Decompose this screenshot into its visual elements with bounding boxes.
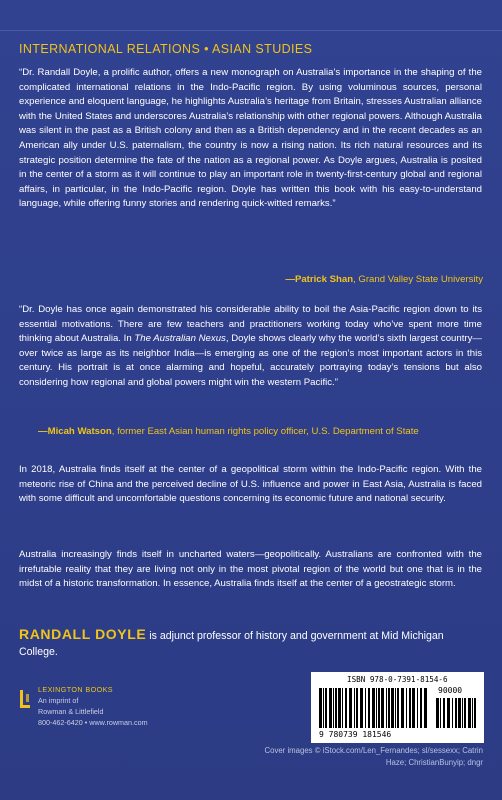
publisher-name: LEXINGTON BOOKS: [38, 685, 113, 694]
description-paragraph-1: In 2018, Australia finds itself at the center of a geopolitical storm within the Indo-Pacific region. With the meteoric rise of China and the perceived decline of U.S. influence and power in East Asia, Australia is faced with some difficult and uncomfortable questions concerning its economic future and national security.: [19, 464, 482, 505]
barcode-digits: 9 780739 181546: [319, 730, 392, 739]
category-label: INTERNATIONAL RELATIONS • ASIAN STUDIES: [19, 42, 313, 56]
book-title: The Australian Nexus: [134, 333, 226, 345]
review-attribution-2: [38, 426, 419, 437]
isbn-barcode: [311, 672, 484, 743]
publisher-logo-icon: [18, 688, 32, 712]
quote-text-part: “Dr. Doyle has once again demonstrated his considerable ability to boil the Asia-Pacific region down to its essential motivations. There are few teachers and practitioners working today who’ve spent more time thinking about Australia. In: [19, 304, 482, 345]
cover-image-credits: Cover images © iStock.com/Len_Fernandes; sl/sessexx; Catrin Haze; ChristianBunyip; dngr: [264, 746, 483, 767]
publisher-line: Rowman & Littlefield: [38, 707, 104, 716]
price-code-text: 90000: [438, 686, 463, 695]
top-divider: [0, 30, 502, 31]
reviewer-name: —Patrick Shan: [285, 274, 354, 285]
review-quote-1: “Dr. Randall Doyle, a prolific author, offers a new monograph on Australia’s importance in the shaping of the complicated international relations in the Indo-Pacific region. By using voluminous sources, personal experience and eloquent language, he highlights Australia’s heritage from Britain, stresses Australian alliance with the United States and underscores Australia’s relationship with other regional powers. Although Australia was silent in the past as a British colony and then as a British dependency and in the recent decades as an American ally under U.S. paternalism, the country is now a rising nation. Its rich natural resources and its strategic position determine the fate of the nation as a regional power. As Doyle argues, Australia is posited in the center of a storm as it will continue to play an important role in twenty-first-century global and regional affairs, in particular, in the Indo-Pacific region. Doyle has written this book with his easy-to-understand language, while offering funny stories and rendering quick-witted remarks.”: [19, 67, 482, 210]
reviewer-affiliation: , Grand Valley State University: [353, 274, 483, 285]
author-bio: [19, 626, 482, 660]
publisher-info: [38, 684, 278, 728]
description-paragraph-2: Australia increasingly finds itself in uncharted waters—geopolitically. Australians are confronted with the irrefutable reality that they are living not only in the most pivotal region of the world but one that is in the midst of a historic transformation. In essence, Australia finds itself at the center of a geostrategic storm.: [19, 549, 482, 590]
author-bio-text: is adjunct professor of history and government at Mid Michigan College.: [19, 630, 444, 658]
quote-text-part: , Doyle shows clearly why the world’s sixth largest country—over twice as large as its neighbor India—is emerging as one of the region’s most important actors in this century. His portrait is at once alarming and hopeful, accurately portraying today’s tensions but also considering how regional and global powers might win the western Pacific.”: [19, 333, 482, 388]
price-code-bars: [436, 698, 476, 728]
review-quote-2: [19, 303, 482, 391]
publisher-line: An imprint of: [38, 696, 79, 705]
reviewer-affiliation: , former East Asian human rights policy officer, U.S. Department of State: [111, 426, 419, 437]
review-attribution-1: [285, 274, 483, 285]
publisher-contact: 800-462-6420 • www.rowman.com: [38, 718, 148, 727]
barcode-bars: [319, 688, 429, 728]
author-name: RANDALL DOYLE: [19, 626, 147, 642]
isbn-text: ISBN 978-0-7391-8154-6: [347, 675, 448, 684]
reviewer-name: —Micah Watson: [38, 426, 112, 437]
